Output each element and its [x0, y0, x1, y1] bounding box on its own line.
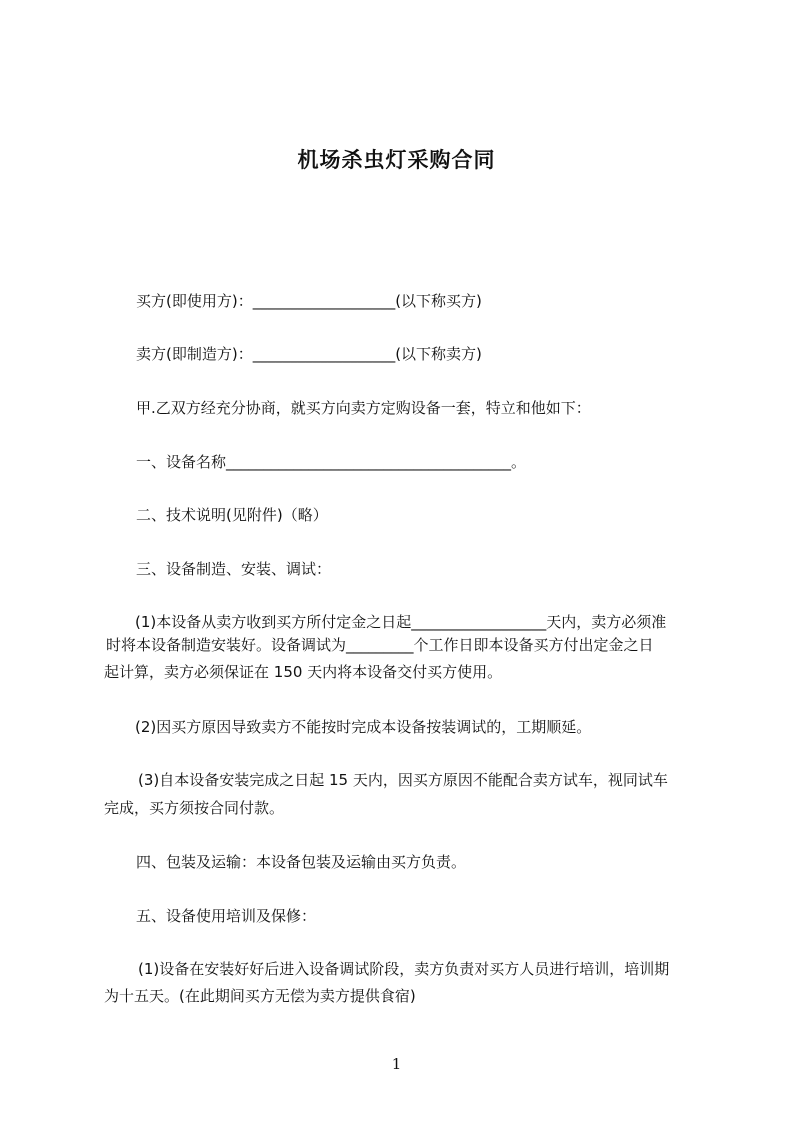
- section-4-heading: 四、包装及运输：本设备包装及运输由买方负责。: [136, 853, 467, 871]
- page-number: 1: [391, 1055, 402, 1073]
- intro-paragraph: 甲.乙双方经充分协商，就买方向卖方定购设备一套，特立和他如下：: [136, 399, 591, 417]
- clause-3-1-line-1: (1)本设备从卖方收到买方所付定金之日起__________________天内，卖方必须准: [135, 613, 667, 631]
- clause-3-3-line-1: (3)自本设备安装完成之日起 15 天内，因买方原因不能配合卖方试车，视同试车: [138, 771, 668, 789]
- section-3-heading: 三、设备制造、安装、调试：: [136, 560, 332, 578]
- section-2-heading: 二、技术说明(见附件)（略）: [136, 506, 328, 524]
- clause-3-1-line-2: 时将本设备制造安装好。设备调试为_________个工作日即本设备买方付出定金之日: [106, 636, 654, 654]
- clause-3-2: (2)因买方原因导致卖方不能按时完成本设备按装调试的，工期顺延。: [135, 718, 592, 736]
- section-5-heading: 五、设备使用培训及保修：: [136, 907, 317, 925]
- buyer-line: 买方(即使用方)：___________________(以下称买方): [136, 292, 482, 310]
- clause-3-3-line-2: 完成，买方须按合同付款。: [104, 799, 285, 817]
- clause-5-1-line-2: 为十五天。(在此期间买方无偿为卖方提供食宿): [104, 987, 416, 1005]
- seller-line: 卖方(即制造方)：___________________(以下称卖方): [136, 345, 482, 363]
- document-title: 机场杀虫灯采购合同: [297, 148, 496, 172]
- clause-3-1-line-3: 起计算，卖方必须保证在 150 天内将本设备交付买方使用。: [104, 663, 503, 681]
- section-1-heading: 一、设备名称______________________________________。: [136, 453, 527, 471]
- clause-5-1-line-1: (1)设备在安装好好后进入设备调试阶段，卖方负责对买方人员进行培训，培训期: [138, 960, 670, 978]
